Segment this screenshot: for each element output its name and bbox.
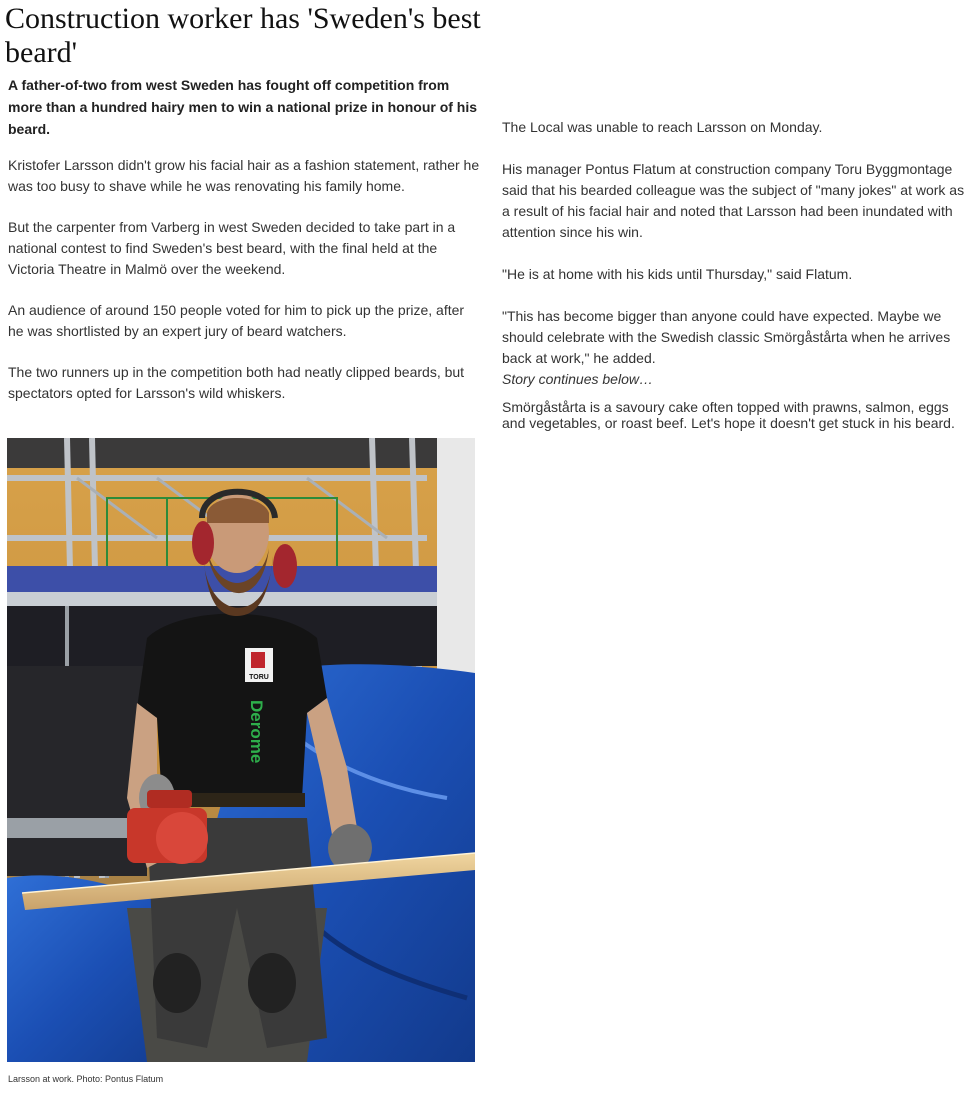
article-paragraph: An audience of around 150 people voted for him to pick up the prize, after he was shortlisted by an expert jury of beard watchers. [8, 302, 465, 339]
article-paragraph: "He is at home with his kids until Thursday," said Flatum. [502, 266, 853, 282]
article-paragraph: "This has become bigger than anyone could have expected. Maybe we should celebrate with the Swedish classic Smörgåstårta when he arrives back at work," he added. [502, 308, 951, 366]
article-paragraph: But the carpenter from Varberg in west Sweden decided to take part in a national contest to find Sweden's best beard, with the final held at the Victoria Theatre in Malmö over the weekend. [8, 219, 456, 277]
article-right-column [502, 117, 972, 431]
article-paragraph: Kristofer Larsson didn't grow his facial hair as a fashion statement, rather he was too busy to shave while he was renovating his family home. [8, 157, 480, 194]
article-paragraph: The two runners up in the competition both had neatly clipped beards, but spectators opted for Larsson's wild whiskers. [8, 364, 465, 401]
shirt-logo-text: TORU [249, 674, 269, 681]
article-paragraph: The Local was unable to reach Larsson on Monday. [502, 119, 823, 135]
article-paragraph: His manager Pontus Flatum at construction company Toru Byggmontage said that his bearded colleague was the subject of "many jokes" at work as a result of his facial hair and noted that Larsson had been inundated with attention since his win. [502, 161, 965, 240]
article-lede: A father-of-two from west Sweden has fought off competition from more than a hundred hairy men to win a national prize in honour of his beard. [8, 77, 478, 137]
photo-caption: Larsson at work. Photo: Pontus Flatum [8, 1074, 164, 1084]
story-continues-note: Story continues below… [502, 371, 653, 387]
article-photo [7, 438, 475, 1062]
article-headline: Construction worker has 'Sweden's best beard' [5, 2, 481, 69]
article-footnote: Smörgåstårta is a savoury cake often topped with prawns, salmon, eggs and vegetables, or roast beef. Let's hope it doesn't get stuck in his beard. [502, 399, 955, 431]
article-left-column [8, 74, 480, 404]
shirt-print-text: Derome [247, 700, 266, 764]
